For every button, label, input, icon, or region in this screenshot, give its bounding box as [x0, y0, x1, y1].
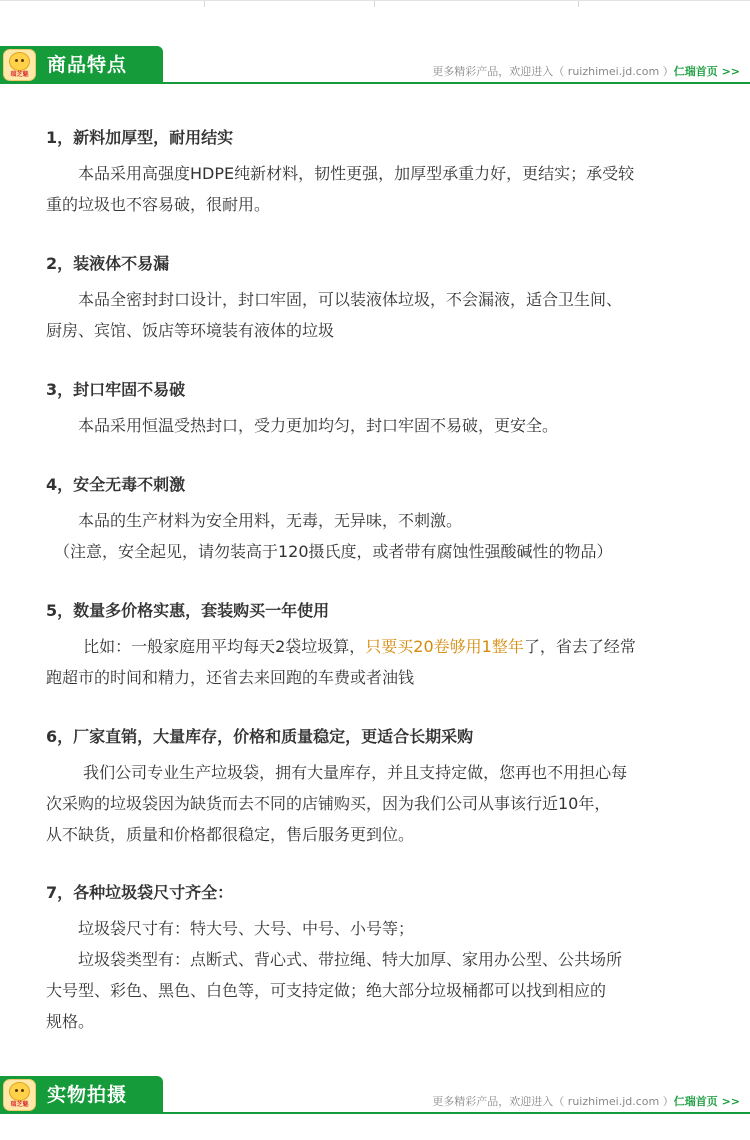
home-link[interactable]: 仁瑞首页 >> [673, 65, 740, 78]
feature-title: 1，新料加厚型，耐用结实 [46, 128, 234, 147]
feature-title: 6，厂家直销，大量库存，价格和质量稳定，更适合长期采购 [46, 727, 474, 746]
section-header-photos [0, 1076, 750, 1114]
home-link[interactable]: 仁瑞首页 >> [673, 1095, 740, 1108]
section-title: 商品特点 [47, 54, 128, 76]
store-link[interactable] [432, 1093, 740, 1109]
top-divider [0, 0, 750, 7]
store-link[interactable] [432, 63, 740, 79]
feature-item [46, 379, 726, 441]
section-header-features [0, 46, 750, 84]
feature-item [46, 127, 726, 220]
highlight-text: 只要买20卷够用1整年 [365, 637, 524, 656]
feature-description: 本品采用恒温受热封口，受力更加均匀，封口牢固不易破，更安全。 [46, 416, 559, 435]
feature-title: 5，数量多价格实惠，套装购买一年使用 [46, 601, 330, 620]
feature-title: 2，装液体不易漏 [46, 254, 170, 273]
feature-title: 7，各种垃圾袋尺寸齐全： [46, 883, 234, 902]
feature-item [46, 253, 726, 346]
feature-title: 4，安全无毒不刺激 [46, 475, 186, 494]
feature-item [46, 600, 726, 693]
feature-description: 比如：一般家庭用平均每天2袋垃圾算，只要买20卷够用1整年了，省去了经常 跑超市的时间和精力，还省去来回跑的车费或者油钱 [46, 637, 636, 687]
feature-description: 本品采用高强度HDPE纯新材料，韧性更强，加厚型承重力好，更结实；承受较 重的垃圾也不容易破，很耐用。 [46, 164, 635, 214]
feature-description: 本品的生产材料为安全用料，无毒，无异味，不刺激。 （注意，安全起见，请勿装高于120摄氏度，或者带有腐蚀性强酸碱性的物品） [46, 511, 613, 561]
brand-logo-icon: 瑞芝魅 [3, 49, 36, 81]
brand-logo-icon: 瑞芝魅 [3, 1079, 36, 1111]
feature-description: 垃圾袋尺寸有：特大号、大号、中号、小号等； 垃圾袋类型有：点断式、背心式、带拉绳、特大加厚、家用办公型、公共场所 大号型、彩色、黑色、白色等，可支持定做；绝大部分垃圾桶都可以找到相应的 规格。 [46, 919, 623, 1031]
feature-item [46, 726, 726, 850]
feature-item [46, 882, 726, 1037]
feature-title: 3，封口牢固不易破 [46, 380, 186, 399]
feature-item [46, 474, 726, 567]
store-link-text: 更多精彩产品，欢迎进入（ ruizhimei.jd.com ） [432, 1095, 674, 1108]
header-tab [0, 46, 163, 84]
header-rule [163, 1112, 750, 1114]
store-link-text: 更多精彩产品，欢迎进入（ ruizhimei.jd.com ） [432, 65, 674, 78]
feature-description: 我们公司专业生产垃圾袋，拥有大量库存，并且支持定做，您再也不用担心每 次采购的垃圾袋因为缺货而去不同的店铺购买，因为我们公司从事该行近10年， 从不缺货，质量和价格都很稳定，售后服务更到位。 [46, 763, 628, 844]
header-rule [163, 82, 750, 84]
feature-description: 本品全密封封口设计，封口牢固，可以装液体垃圾，不会漏液，适合卫生间、 厨房、宾馆、饭店等环境装有液体的垃圾 [46, 290, 623, 340]
section-title: 实物拍摄 [47, 1084, 128, 1106]
header-tab [0, 1076, 163, 1114]
